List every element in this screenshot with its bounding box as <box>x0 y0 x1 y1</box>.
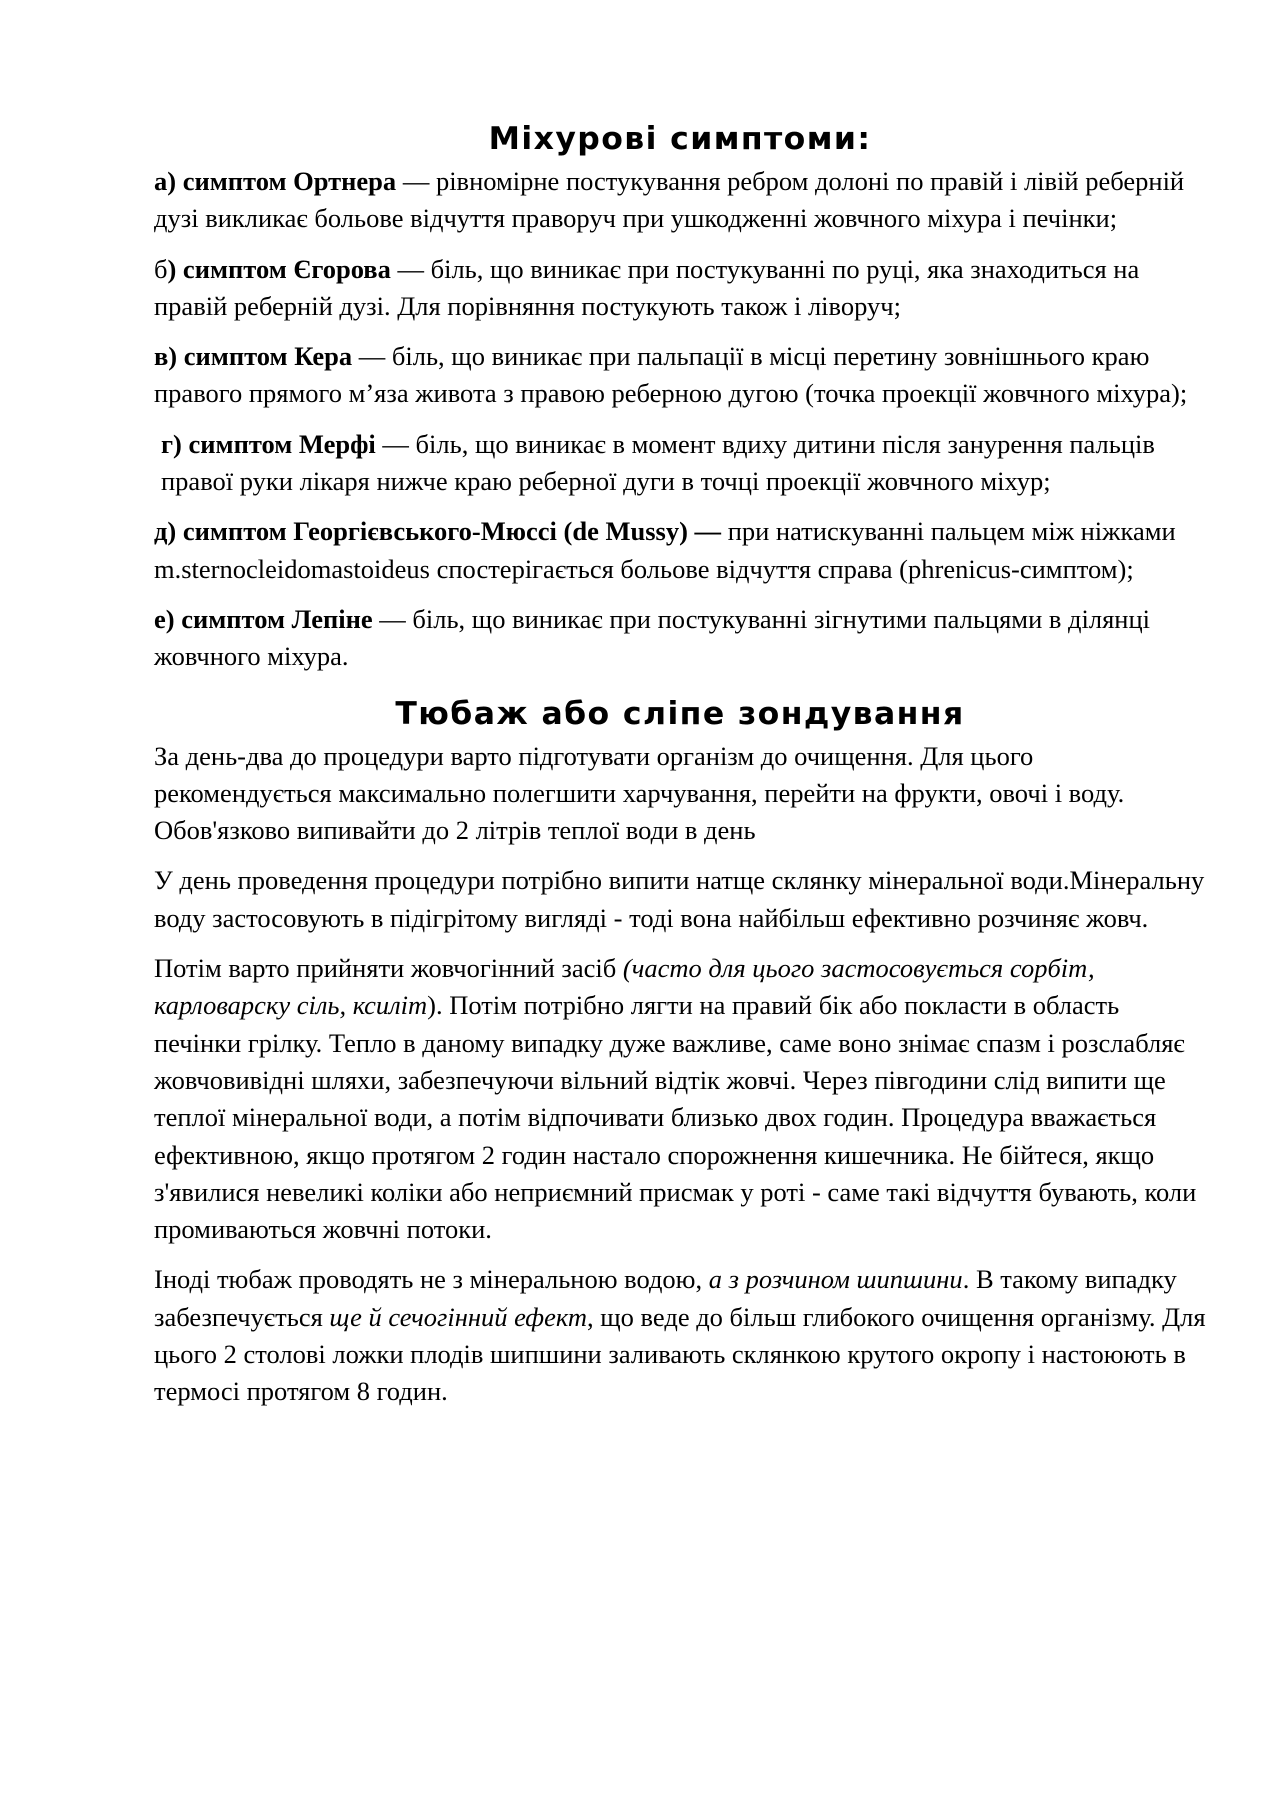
symptom-description: — біль, що виникає в момент вдиху дитини після занурення пальців правої руки лікаря нижче краю реберної дуги в точці проекції жовчного міхур; <box>161 428 1155 497</box>
symptom-description: — біль, що виникає при постукуванні зігнутими пальцями в ділянці жовчного міхура. <box>154 603 1150 672</box>
text-run: , що веде до більш глибокого очищення організму. Для цього 2 столові ложки плодів шипшини заливають склянкою крутого окропу і настоюють в термосі протягом 8 годин. <box>154 1301 1206 1407</box>
document-page <box>154 115 1206 1424</box>
symptom-letter: б <box>154 253 168 284</box>
italic-text-run: (часто для цього застосовується сорбіт, карловарску сіль, ксиліт <box>154 953 1095 1021</box>
symptom-ker <box>154 338 1206 413</box>
symptom-label: в) симптом Кера <box>154 341 353 372</box>
symptom-description: — біль, що виникає при постукуванні по руці, яка знаходиться на правій реберній дузі. Для порівняння постукують також і ліворуч; <box>154 253 1140 321</box>
section-title-tubage: Тюбаж або сліпе зондування <box>395 695 965 732</box>
tubage-paragraph-1: За день-два до процедури варто підготувати організм до очищення. Для цього рекомендується максимально полегшити харчування, перейти на фрукти, овочі і воду. Обов'язково випивайти до 2 літрів теплої води в день <box>154 740 1125 846</box>
italic-text-run: а з розчином шипшини <box>708 1264 963 1295</box>
symptom-georgievsky-mussy <box>154 513 1206 588</box>
symptom-description: при натискуванні пальцем між ніжками m.sternocleidomastoideus спостерігається больове відчуття справа (phrenicus-симптом); <box>154 516 1176 584</box>
section-title-bladder-symptoms: Міхурові симптоми: <box>488 121 872 157</box>
symptom-murphy <box>154 426 1206 501</box>
tubage-paragraph-3 <box>154 950 1206 1248</box>
symptom-egorov <box>154 251 1206 326</box>
symptom-description: — біль, що виникає при пальпації в місці перетину зовнішнього краю правого прямого м’яза живота з правою реберною дугою (точка проекції жовчного міхура); <box>154 341 1188 409</box>
symptom-label: е) симптом Лепіне <box>154 603 373 634</box>
text-run: Іноді тюбаж проводять не з мінеральною водою, <box>154 1264 709 1295</box>
tubage-paragraph-4 <box>154 1261 1206 1410</box>
text-run: Потім варто прийняти жовчогінний засіб <box>154 953 623 984</box>
symptom-label: ) симптом Єгорова <box>167 253 391 284</box>
symptom-label: д) симптом Георгієвського-Мюссі (de Mussy) — <box>154 516 722 547</box>
symptom-lepine <box>154 601 1206 676</box>
text-run: . В такому випадку забезпечується <box>154 1264 1177 1332</box>
tubage-paragraph-2: У день проведення процедури потрібно випити натще склянку мінеральної води.Мінеральну воду застосовують в підігрітому вигляді - тоді вона найбільш ефективно розчиняє жовч. <box>154 865 1205 933</box>
symptom-description: — рівномірне постукування ребром долоні по правій і лівій реберній дузі викликає больове відчуття праворуч при ушкодженні жовчного міхура і печінки; <box>154 166 1185 234</box>
text-run: ). Потім потрібно лягти на правий бік або покласти в область печінки грілку. Тепло в даному випадку дуже важливе, саме воно знімає спазм і розслабляє жовчовивідні шляхи, забезпечуючи вільний відтік жовчі. Через півгодини слід випити ще теплої мінеральної води, а потім відпочивати близько двох годин. Процедура вважається ефективною, якщо протягом 2 годин настало спорожнення кишечника. Не бійтеся, якщо з'явилися невеликі коліки або неприємний присмак у роті - саме такі відчуття бувають, коли промиваються жовчні потоки. <box>154 990 1197 1245</box>
symptom-label: а) симптом Ортнера <box>154 166 397 196</box>
symptom-label: г) симптом Мерфі <box>161 428 376 459</box>
italic-text-run: ще й сечогінний ефект <box>329 1301 588 1332</box>
symptom-ortner <box>154 163 1206 238</box>
